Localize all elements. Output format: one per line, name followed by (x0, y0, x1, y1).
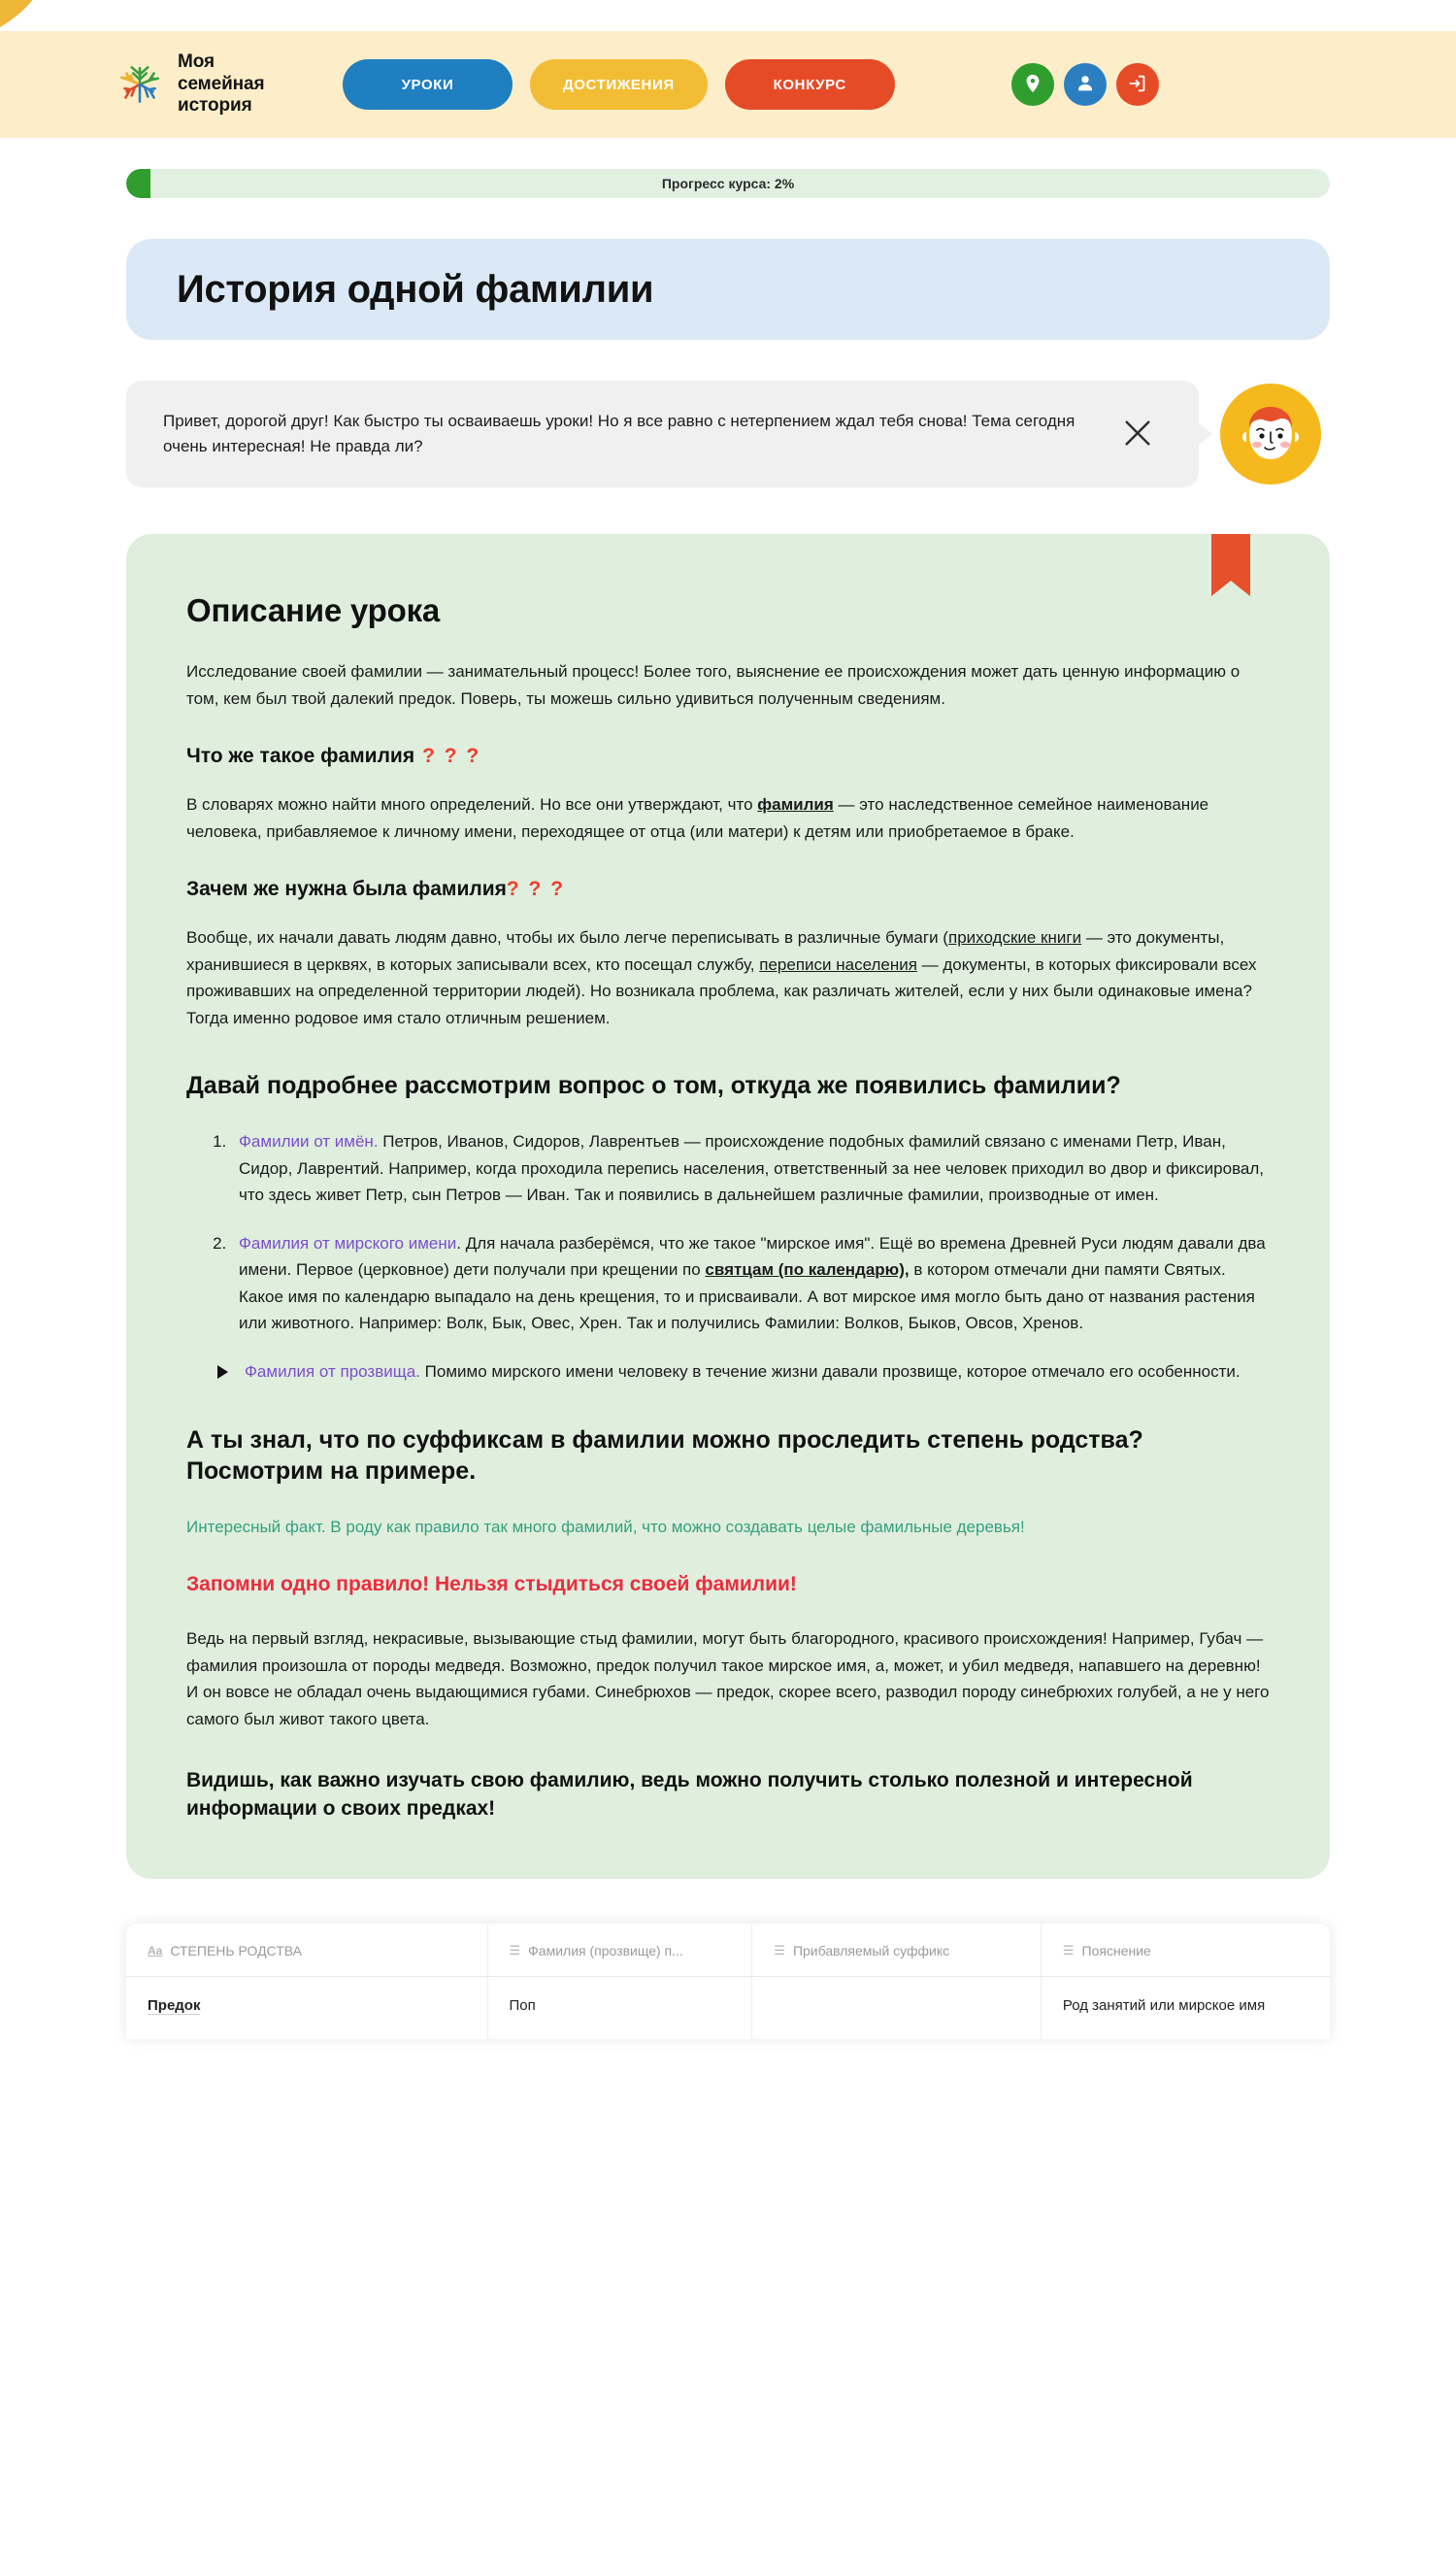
logout-icon (1127, 73, 1148, 97)
table-column-surname[interactable] (487, 1924, 752, 1977)
list-item (231, 1230, 1270, 1337)
list-item (231, 1128, 1270, 1209)
origin-body-b: в котором отмечали дни памяти Святых. Какое имя по календарю выпадало на день крещения, то и присваивали. А вот мирское имя могло быть дано от названия растения или животного. Например: Волк, Бык, Овес, Хрен. Так и получились Фамилии: Волков, Быков, Овсов, Хренов. (239, 1260, 1255, 1333)
brand-name: Моя семейная история (178, 51, 265, 117)
collapsible-content (245, 1358, 1241, 1386)
table-cell-surname: Поп (487, 1977, 752, 2040)
lesson-description-card (126, 534, 1330, 1879)
table-column-label: Прибавляемый суффикс (792, 1943, 950, 1959)
bookmark-icon[interactable] (1211, 534, 1250, 596)
closing-bold-text: Видишь, как важно изучать свою фамилию, ведь можно получить столько полезной и интересной информации о своих предках! (186, 1769, 1193, 1820)
greeting-text: Привет, дорогой друг! Как быстро ты осваиваешь уроки! Но я все равно с нетерпением ждал тебя снова! Тема сегодня очень интересная! Не правда ли? (163, 411, 1075, 455)
section-heading-description: Описание урока (186, 592, 441, 628)
user-icon (1075, 73, 1096, 97)
table-cell-note: Род занятий или мирское имя (1062, 1997, 1266, 2015)
list-column-icon: ☰ (509, 1943, 521, 1958)
rule-callout-text: Запомни одно правило! Нельзя стыдиться своей фамилии! (186, 1573, 797, 1596)
subheading-what-is-surname (186, 745, 1270, 768)
table-column-relation[interactable] (126, 1924, 487, 1977)
course-progress-label: Прогресс курса: 2% (661, 176, 795, 191)
close-icon (1120, 416, 1155, 453)
relations-table (126, 1924, 1330, 2039)
interesting-fact-text: Интересный факт. В роду как правило так много фамилий, что можно создавать целые фамильные деревья! (186, 1517, 1025, 1536)
paragraph-why-surname (186, 924, 1270, 1031)
term-link-surname[interactable]: фамилия (757, 795, 834, 815)
term-link-saints-calendar[interactable]: святцам (по календарю), (705, 1260, 910, 1280)
chevron-right-icon[interactable] (217, 1365, 228, 1379)
close-greeting-button[interactable] (1115, 412, 1160, 456)
relations-table-container (126, 1924, 1330, 2039)
subheading-text: Зачем же нужна была фамилия (186, 878, 507, 901)
origin-term-from-names: Фамилии от имён. (239, 1132, 379, 1152)
cell-text: Предок (148, 1997, 201, 2015)
why-text-2: — это документы, хранившиеся в церквях, в которых записывали всех, кто посещал службу, (186, 928, 1225, 974)
content-container (126, 169, 1330, 1879)
location-pin-button[interactable] (1011, 63, 1054, 106)
user-profile-button[interactable] (1064, 63, 1107, 106)
header-icon-buttons (1011, 63, 1159, 106)
table-row[interactable] (126, 1977, 1330, 2040)
text-column-icon: Aa (148, 1944, 163, 1958)
nav-contest-button[interactable]: КОНКУРС (725, 59, 895, 110)
origin-body-from-nickname: Помимо мирского имени человеку в течение жизни давали прозвище, которое отмечало его особенности. (419, 1361, 1241, 1381)
family-tree-logo-icon (115, 59, 165, 110)
table-column-note[interactable] (1041, 1924, 1330, 1977)
term-link-census[interactable]: переписи населения (759, 954, 917, 974)
lesson-title-card (126, 239, 1330, 340)
intro-paragraph: Исследование своей фамилии — занимательный процесс! Более того, выяснение ее происхождения может дать ценную информацию о том, кем был твой далекий предок. Поверь, ты можешь сильно удивиться полученным сведениям. (186, 662, 1241, 708)
origin-body-from-names: Петров, Иванов, Сидоров, Лаврентьев — происхождение подобных фамилий связано с именами Петр, Иван, Сидор, Лаврентий. Например, когда проходила перепись населения, ответственный за нее человек приходил во двор и фиксировал, что здесь живет Петр, сын Петров — Иван. Так и появились в дальнейшем различные фамилии, производные от имен. (239, 1132, 1265, 1205)
definition-text-after: — это наследственное семейное наименование человека, прибавляемое к личному имени, переходящее от отца (или матери) к детям или приобретаемое в браке. (186, 795, 1209, 841)
list-column-icon: ☰ (774, 1943, 785, 1958)
avatar (1220, 384, 1321, 485)
mentor-greeting-row (126, 381, 1330, 487)
main-nav (343, 59, 895, 110)
question-marks-icon: ? ? ? (506, 878, 566, 901)
location-pin-icon (1022, 73, 1043, 97)
subheading-text: Что же такое фамилия (186, 745, 415, 768)
collapsible-origin-nickname[interactable] (217, 1358, 1270, 1386)
site-header (0, 31, 1456, 138)
table-cell-suffix (752, 1977, 1042, 2040)
question-marks-icon: ? ? ? (422, 745, 481, 768)
subheading-why-surname (186, 878, 1270, 901)
origins-list (186, 1128, 1270, 1337)
origin-body-a: . Для начала разберёмся, что же такое "мирское имя". Ещё во времена Древней Руси людям давали два имени. Первое (церковное) дети получали при крещении по (239, 1233, 1266, 1280)
subheading-suffixes: А ты знал, что по суффиксам в фамилии можно проследить степень родства? Посмотрим на примере. (186, 1425, 1143, 1485)
origin-term-from-nickname: Фамилия от прозвища. (245, 1361, 420, 1381)
term-link-parish-books[interactable]: приходские книги (947, 928, 1082, 948)
table-cell-relation (126, 1977, 487, 2040)
why-text-1: Вообще, их начали давать людям давно, чтобы их было легче переписывать в различные бумаги ( (186, 928, 948, 948)
table-column-suffix[interactable] (752, 1924, 1042, 1977)
subheading-origins: Давай подробнее рассмотрим вопрос о том, откуда же появились фамилии? (186, 1072, 1121, 1100)
list-column-icon: ☰ (1062, 1943, 1075, 1958)
table-header-row (126, 1924, 1330, 1977)
definition-text-before: В словарях можно найти много определений. Но все они утверждают, что (186, 795, 758, 815)
brand[interactable] (115, 51, 304, 117)
table-column-label: Пояснение (1081, 1943, 1151, 1959)
table-column-label: Фамилия (прозвище) п... (528, 1943, 683, 1959)
closing-paragraph: Ведь на первый взгляд, некрасивые, вызывающие стыд фамилии, могут быть благородного, красивого происхождения! Например, Губач — фамилия произошла от породы медведя. Возможно, предок получил такое мирское имя, а, может, и убил медведя, напавшего на деревню! И он вовсе не обладал очень выдающимися губами. Синебрюхов — предок, скорее всего, разводил породу синебрюхих голубей, а не у него самого был живот такого цвета. (186, 1629, 1270, 1728)
course-progress-bar (126, 169, 1330, 198)
greeting-bubble (126, 381, 1199, 487)
page-title: История одной фамилии (177, 267, 654, 311)
nav-lessons-button[interactable]: УРОКИ (343, 59, 513, 110)
logout-button[interactable] (1116, 63, 1159, 106)
table-column-label: СТЕПЕНЬ РОДСТВА (170, 1943, 302, 1959)
origin-term-from-secular-name: Фамилия от мирского имени (239, 1233, 457, 1253)
paragraph-definition (186, 791, 1270, 845)
nav-achievements-button[interactable]: ДОСТИЖЕНИЯ (530, 59, 708, 110)
why-text-3: — документы, в которых фиксировали всех проживавших на определенной территории людей). Но возникала проблема, как различать жителей, если у них были одинаковые имена? Тогда именно родовое имя стало отличным решением. (186, 954, 1257, 1027)
